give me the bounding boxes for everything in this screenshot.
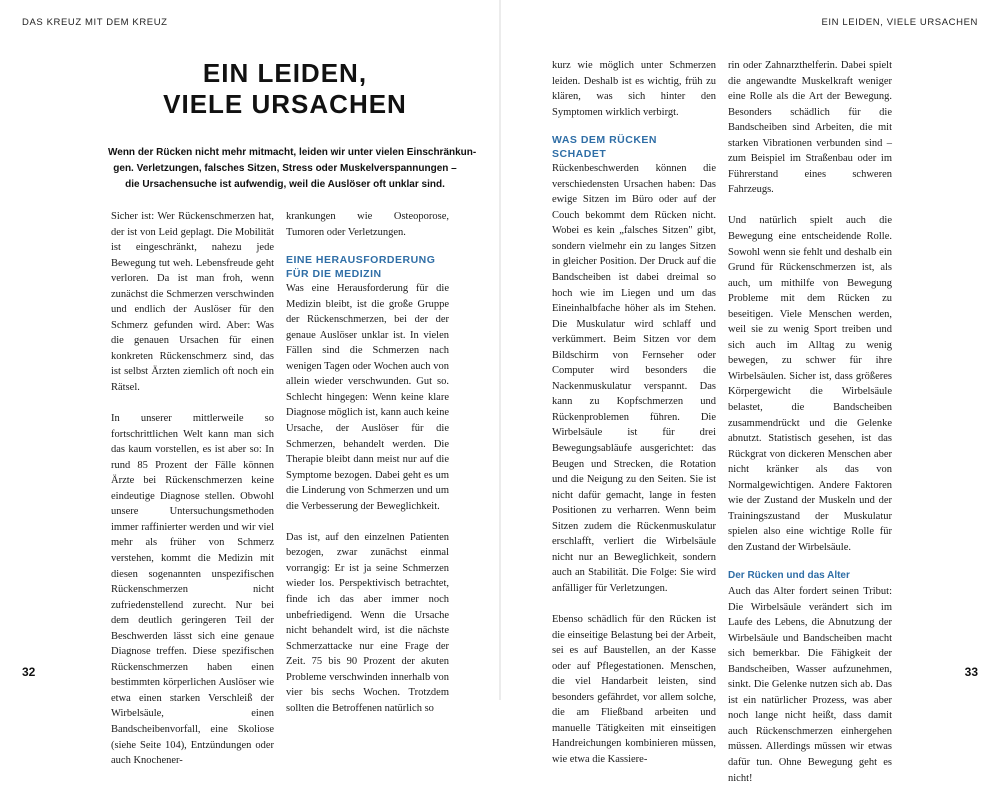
subheading-alter: Der Rücken und das Alter bbox=[728, 570, 850, 582]
lead-line-2: gen. Verletzungen, falsches Sitzen, Stress oder Muskelverspannungen – bbox=[113, 163, 457, 175]
body-paragraph: Ebenso schädlich für den Rücken ist die einseitige Belastung bei der Arbeit, sei es auf Baustellen, an der Kasse oder auf Pflegestationen. Menschen, die viel Handarbeit leisten, sind besonders gefährdet, vor allem solche, die am Fließband arbeiten und manuelle Tätigkeiten mit einseitigen Handreichungen kombinieren müssen, wie etwa die Kassiere- bbox=[552, 614, 716, 765]
chapter-title bbox=[110, 58, 460, 120]
body-paragraph: Rückenbeschwerden können die verschiedensten Ursachen haben: Das ewige Sitzen im Büro oder auf der Couch bekommt dem Rücken nicht. Wobei es kein „falsches Sitzen" gibt, sondern vielmehr ein zu langes Sitzen in gleicher Position. Der Druck auf die Bandscheiben ist dabei dreimal so hoch wie im Liegen und um das Eineinhalbfache höher als im Stehen. Die Muskulatur wird schlaff und verkümmert. Beim Sitzen vor dem Bildschirm von Fernseher oder Computer wird besonders die Nackenmuskulatur verspannt. Das kann zu Kopfschmerzen und Rückenproblemen führen. Die Wirbelsäule ist für drei Bewegungsabläufe ausgerichtet: das Beugen und Strecken, die Rotation und die Neigung zu den Seiten. Sie ist nicht dafür gemacht, lange in festen Positionen zu verharren. Wenn beim Sitzen zudem die Rückenmuskulatur erschlafft, verliert die Wirbelsäule nicht nur an Beweglichkeit, sondern auch an Stabilität. Die Folge: Sie wird anfälliger für Verletzungen. bbox=[552, 163, 716, 594]
body-paragraph: Was eine Herausforderung für die Medizin bleibt, ist die große Gruppe der Rückenschmerzen, bei der der genaue Auslöser unklar ist. In vielen Fällen sind die Schmerzen nach wenigen Tagen oder Wochen auch von allein wieder verschwunden. Gut so. Schlecht hingegen: Wenn keine klare Diagnose möglich ist, kann auch keine Ursache, der Auslöser für die Schmerzen, behandelt werden. Die Therapie bleibt dann meist nur auf die Symptome bezogen. Dabei geht es um die Linderung von Schmerzen und um die Verbesserung der Beweglichkeit. bbox=[286, 283, 449, 512]
title-line-1: EIN LEIDEN, bbox=[202, 58, 368, 88]
text-column-3 bbox=[552, 58, 716, 767]
page-number-right: 33 bbox=[964, 665, 978, 679]
running-head-right: EIN LEIDEN, VIELE URSACHEN bbox=[821, 17, 978, 28]
section-heading-medizin bbox=[286, 253, 449, 281]
heading-line: FÜR DIE MEDIZIN bbox=[286, 268, 382, 281]
heading-line: EINE HERAUSFORDERUNG bbox=[286, 254, 436, 267]
lead-paragraph bbox=[108, 145, 477, 194]
text-column-4 bbox=[728, 58, 892, 786]
body-paragraph: In unserer mittlerweile so fortschrittlichen Welt kann man sich das kaum vorstellen, es ist aber so: In rund 85 Prozent der Fälle können Ärzte bei Rückenschmerzen keine eindeutige Diagnose stellen. Obwohl unsere Untersuchungsmethoden immer raffinierter werden und wir viel mehr als früher von Schmerz verstehen, kommt die Medizin mit diesen sogenannten unspezifischen Rückenschmerzen nicht zufriedenstellend zurecht. Nur bei dem deutlich geringeren Teil der Beschwerden lässt sich eine genaue Diagnose treffen. Diese spezifischen Rückenschmerzen haben einen bestimmten körperlichen Auslöser wie etwa einen starken Verschleiß der Wirbelsäule, einen Bandscheibenvorfall, eine Skoliose (siehe Seite 104), Entzündungen oder auch Knochener- bbox=[111, 413, 274, 767]
heading-line: WAS DEM RÜCKEN bbox=[552, 134, 658, 147]
body-paragraph: rin oder Zahnarzthelferin. Dabei spielt die angewandte Muskelkraft weniger eine Rolle als die Art der Bewegung. Besonders schädlich für die Bandscheiben sind Arbeiten, die mit starken Vibrationen verbunden sind – zum Beispiel im Straßenbau oder im Führerstand eines schweren Fahrzeugs. bbox=[728, 60, 892, 196]
text-column-1 bbox=[111, 209, 274, 769]
body-paragraph: kurz wie möglich unter Schmerzen leiden. Deshalb ist es wichtig, früh zu klären, was sich hinter den Symptomen wirklich verbirgt. bbox=[552, 60, 716, 118]
title-line-2: VIELE URSACHEN bbox=[163, 89, 407, 119]
section-heading-ruecken bbox=[552, 133, 716, 161]
body-paragraph: Das ist, auf den einzelnen Patienten bezogen, zwar zunächst einmal vorrangig: Er ist ja seine Schmerzen wieder los. Perspektivisch betrachtet, finde ich das aber immer noch unbefriedigend. Wenn die Ursache nicht behandelt wird, ist die nächste Schmerzattacke nur eine Frage der Zeit. 75 bis 90 Prozent der akuten Probleme verschwinden innerhalb von vier bis sechs Wochen. Trotzdem sollten die Betroffenen natürlich so bbox=[286, 531, 449, 714]
body-paragraph: Sicher ist: Wer Rückenschmerzen hat, der ist von Leid geplagt. Die Mobilität ist eingeschränkt, nahezu jede Bewegung tut weh. Lebensfreude geht verloren. Da ist man froh, wenn zunächst die Schmerzen verschwinden und endlich der Auslöser für den Schmerz gefunden wird. Aber: Was die genauen Ursachen für einen konkreten Rückenschmerz sind, das ist selbst Ärzten ziemlich oft noch ein Rätsel. bbox=[111, 211, 274, 394]
text-column-2 bbox=[286, 209, 449, 716]
body-paragraph: Und natürlich spielt auch die Bewegung eine entscheidende Rolle. Sowohl wenn sie fehlt und deshalb ein Grund für Rückenschmerzen ist, als auch, um mithilfe von Bewegung Probleme mit dem Rücken zu beseitigen. Viele Menschen werden, weil sie zu wenig Sport treiben und sich auch im Alltag zu wenig bewegen, zu schwer für ihre Wirbelsäulen. Sicher ist, dass größeres Körpergewicht die Wirbelsäule belastet, die Bandscheiben zusammendrückt und die Gelenke abnutzt. Statistisch gesehen, ist das Rückgrat von dickeren Menschen aber nicht kränker als das von Normalgewichtigen. Andere Faktoren wie der Zustand der Muskeln und der Trainingszustand der Muskulatur spielen also eine wichtige Rolle für den Zustand der Wirbelsäule. bbox=[728, 215, 892, 553]
left-page bbox=[0, 0, 500, 767]
running-head-left: DAS KREUZ MIT DEM KREUZ bbox=[22, 17, 168, 28]
heading-line: SCHADET bbox=[552, 148, 607, 161]
body-paragraph: Auch das Alter fordert seinen Tribut: Die Wirbelsäule verändert sich im Laufe des Lebens, die Abnutzung der Wirbelsäule und Bandscheiben macht sich bemerkbar. Die Fähigkeit der Bandscheiben, Wasser aufzunehmen, sinkt. Die Gelenke nutzen sich ab. Das ist ein natürlicher Prozess, was aber noch lange nicht heißt, dass damit auch Rückenschmerzen einhergehen müssen. Allerdings müssen wir etwas dafür tun. Ohne Bewegung geht es nicht! bbox=[728, 585, 892, 784]
body-paragraph: krankungen wie Osteoporose, Tumoren oder Verletzungen. bbox=[286, 211, 449, 238]
lead-line-3: die Ursachensuche ist aufwendig, weil die Auslöser oft unklar sind. bbox=[125, 179, 445, 191]
lead-line-1: Wenn der Rücken nicht mehr mitmacht, leiden wir unter vielen Einschränkun- bbox=[108, 147, 477, 158]
page-number-left: 32 bbox=[22, 665, 36, 679]
